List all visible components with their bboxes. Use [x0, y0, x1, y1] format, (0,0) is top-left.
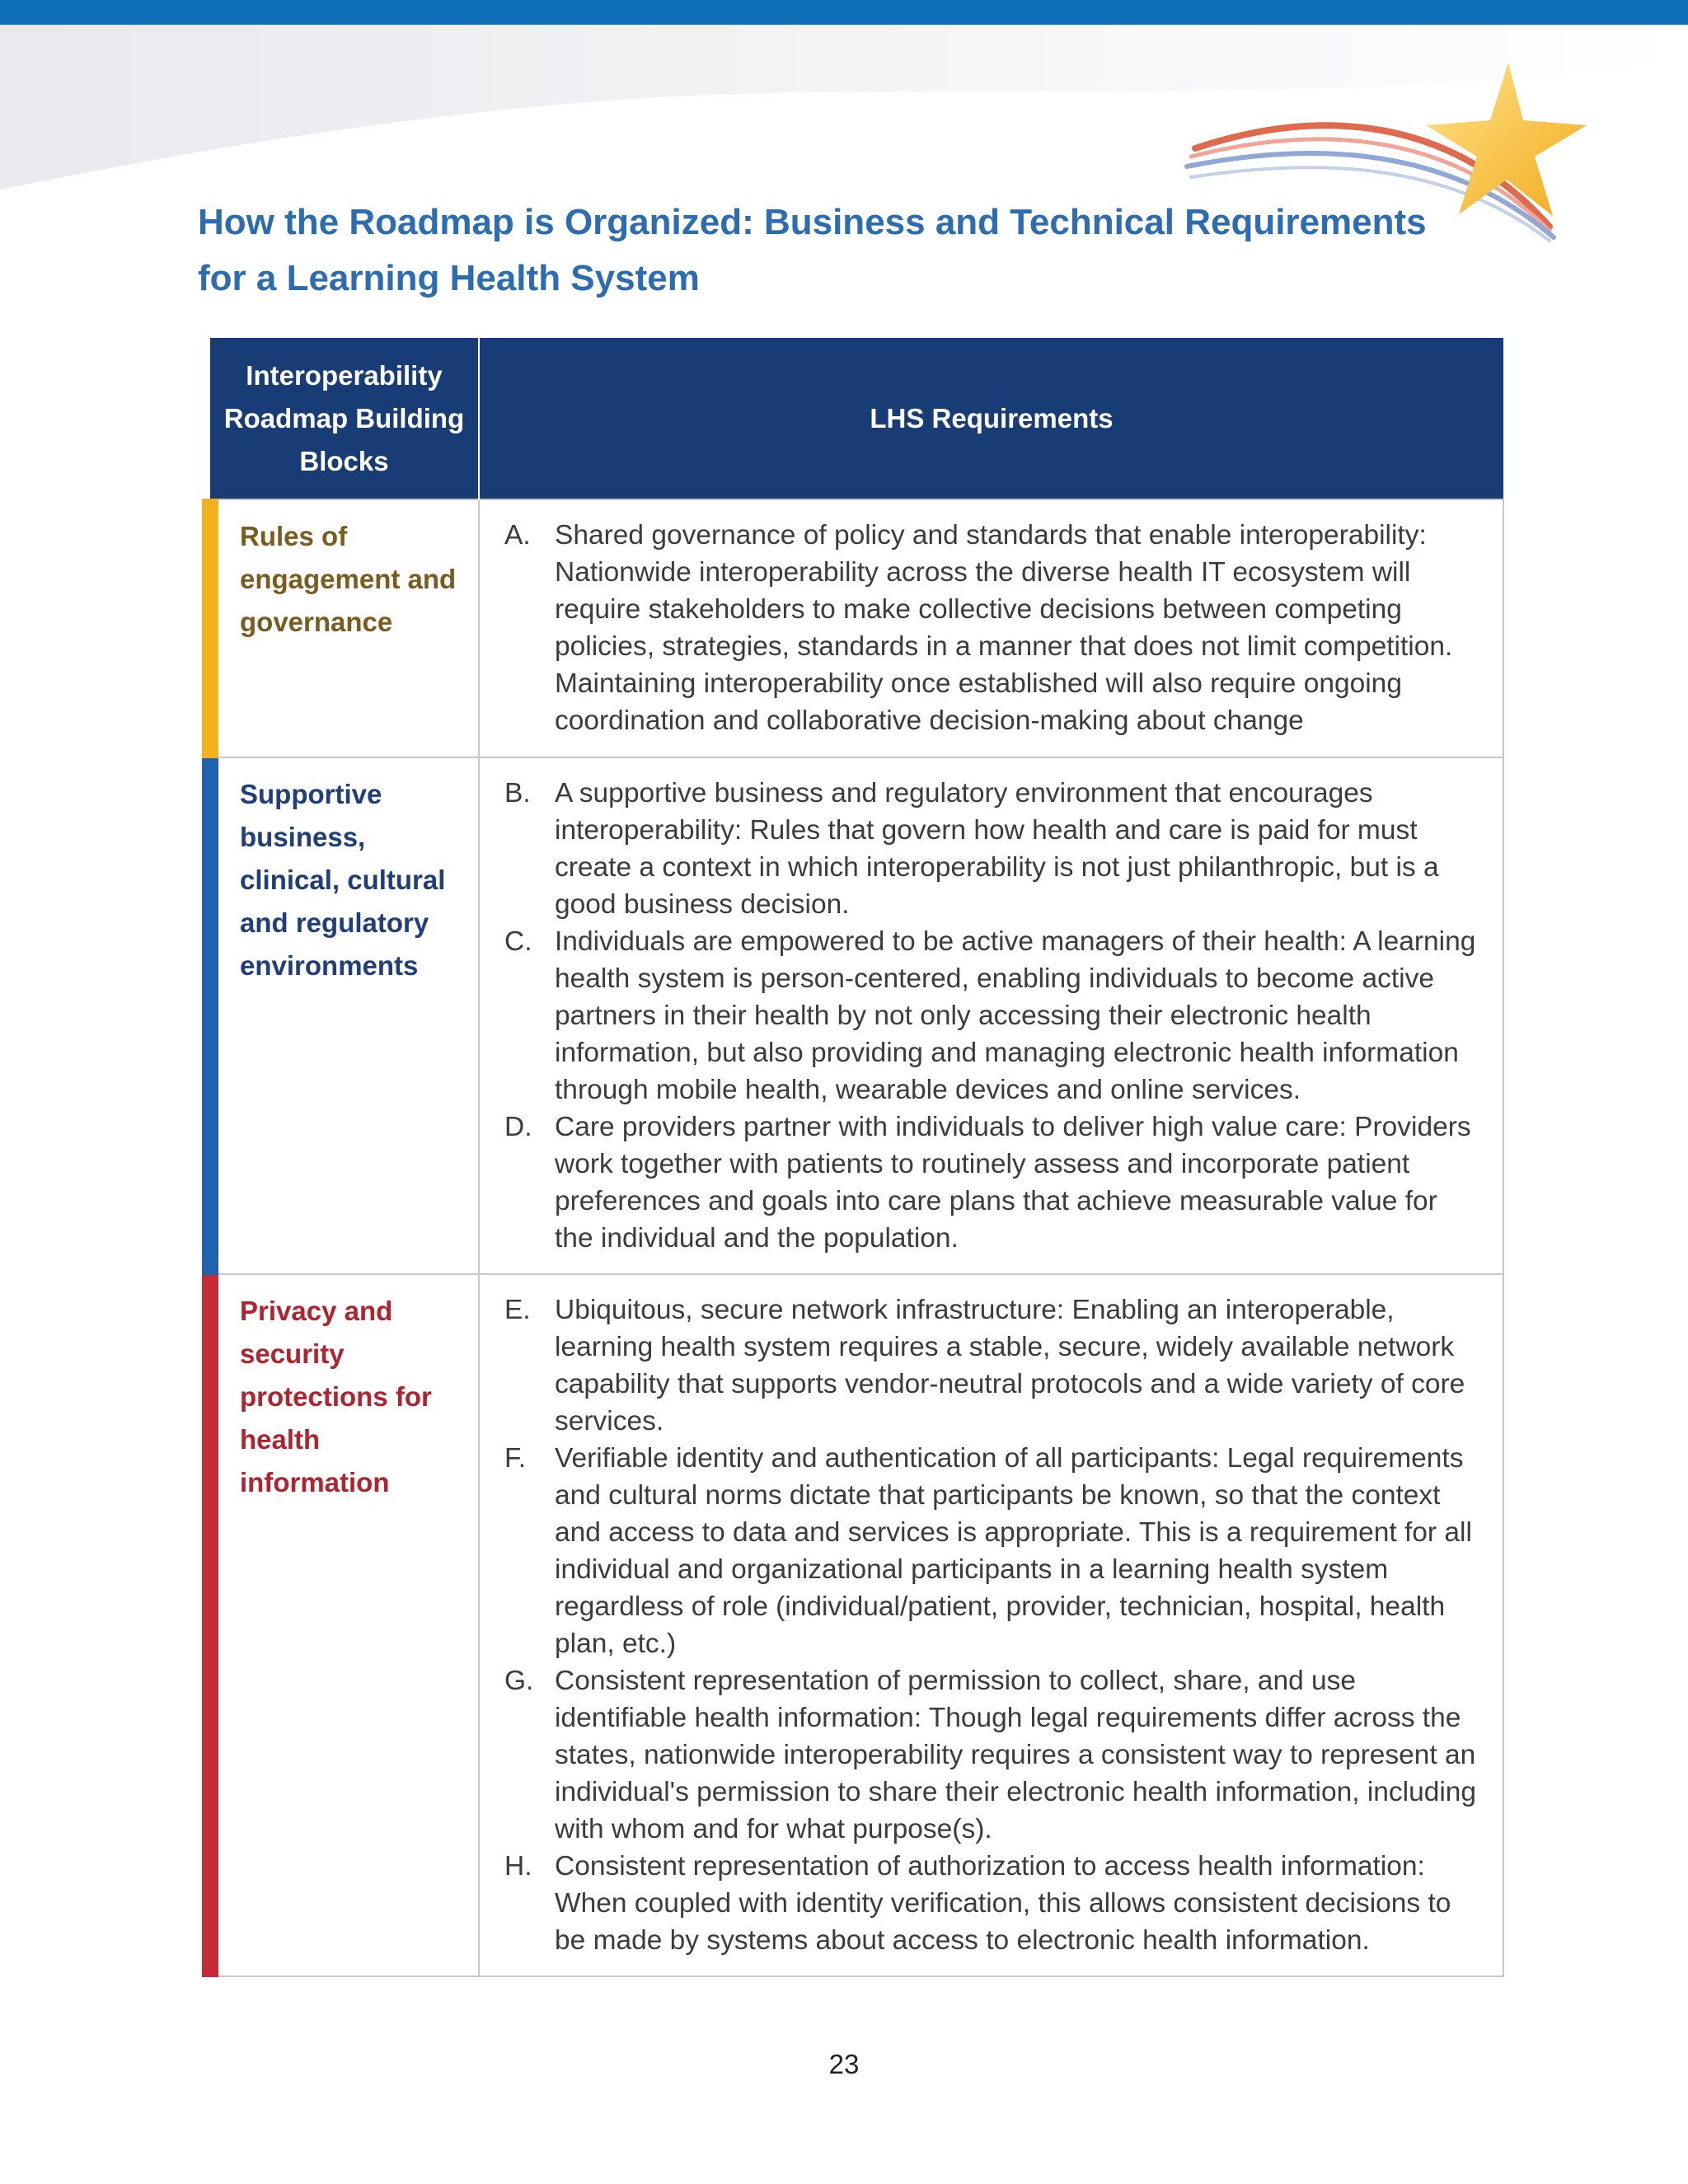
item-letter: A.	[504, 520, 531, 551]
gray-swoosh	[0, 25, 1688, 190]
item-letter: G.	[504, 1666, 534, 1696]
list-item	[504, 1662, 1483, 1848]
table-row	[210, 1274, 1503, 1976]
item-letter: F.	[504, 1443, 527, 1474]
item-letter: E.	[504, 1295, 531, 1325]
requirements-table	[202, 338, 1504, 1977]
item-letter: B.	[504, 778, 531, 808]
top-bar	[0, 0, 1688, 25]
list-item	[504, 1291, 1483, 1440]
requirements-cell	[479, 499, 1503, 757]
item-text: Shared governance of policy and standards that enable interoperability: Nationwide interoperability across the diverse health IT ecosystem will require stakeholders to make collective decisions between competing policies, strategies, standards in a manner that does not limit competition. Maintaining interoperability once established will also require ongoing coordination and collaborative decision-making about change	[555, 520, 1453, 736]
item-text: Consistent representation of permission to collect, share, and use identifiable health information: Though legal requirements differ across the states, nationwide interoperability requires a consistent way to represent an individual's permission to share their electronic health information, including with whom and for what purpose(s).	[555, 1666, 1477, 1844]
item-text: Verifiable identity and authentication of all participants: Legal requirements and cultural norms dictate that participants be known, so that the context and access to data and services is appropriate. This is a requirement for all individual and organizational participants in a learning health system regardless of role (individual/patient, provider, technician, hospital, health plan, etc.)	[555, 1443, 1472, 1659]
requirements-list	[504, 775, 1483, 1257]
item-text: Ubiquitous, secure network infrastructure: Enabling an interoperable, learning health system requires a stable, secure, widely available network capability that supports vendor-neutral protocols and a wide variety of core services.	[555, 1295, 1465, 1436]
requirements-cell	[479, 757, 1503, 1274]
page-title: How the Roadmap is Organized: Business and Technical Requirements for a Learning Health System	[198, 202, 1427, 298]
list-item	[504, 1848, 1483, 1959]
item-text: A supportive business and regulatory environment that encourages interoperability: Rules that govern how health and care is paid for must create a context in which interoperability is not just philanthropic, but is a good business decision.	[555, 778, 1439, 920]
building-block-supportive: Supportive business, clinical, cultural and regulatory environments	[210, 757, 479, 1274]
item-text: Consistent representation of authorization to access health information: When coupled with identity verification, this allows consistent decisions to be made by systems about access to electronic health information.	[555, 1851, 1451, 1956]
header-lhs-requirements: LHS Requirements	[479, 338, 1503, 499]
building-block-privacy: Privacy and security protections for health information	[210, 1274, 479, 1976]
list-item	[504, 775, 1483, 923]
list-item	[504, 1108, 1483, 1257]
list-item	[504, 517, 1483, 739]
requirements-list	[504, 517, 1483, 739]
requirements-cell	[479, 1274, 1503, 1976]
requirements-list	[504, 1291, 1483, 1959]
item-letter: D.	[504, 1112, 532, 1142]
table-row	[210, 757, 1503, 1274]
item-letter: H.	[504, 1851, 532, 1882]
item-text: Care providers partner with individuals to deliver high value care: Providers work together with patients to routinely assess and incorporate patient preferences and goals into care plans that achieve measurable value for the individual and the population.	[555, 1112, 1471, 1254]
item-letter: C.	[504, 926, 532, 957]
list-item	[504, 923, 1483, 1108]
page-number: 23	[828, 2049, 860, 2079]
building-block-rules: Rules of engagement and governance	[210, 499, 479, 757]
list-item	[504, 1440, 1483, 1662]
table-row	[210, 499, 1503, 757]
header-building-blocks: Interoperability Roadmap Building Blocks	[210, 338, 479, 499]
item-text: Individuals are empowered to be active managers of their health: A learning health system is person-centered, enabling individuals to become active partners in their health by not only accessing their electronic health information, but also providing and managing electronic health information through mobile health, wearable devices and online services.	[555, 926, 1476, 1105]
table-header-row	[210, 338, 1503, 499]
